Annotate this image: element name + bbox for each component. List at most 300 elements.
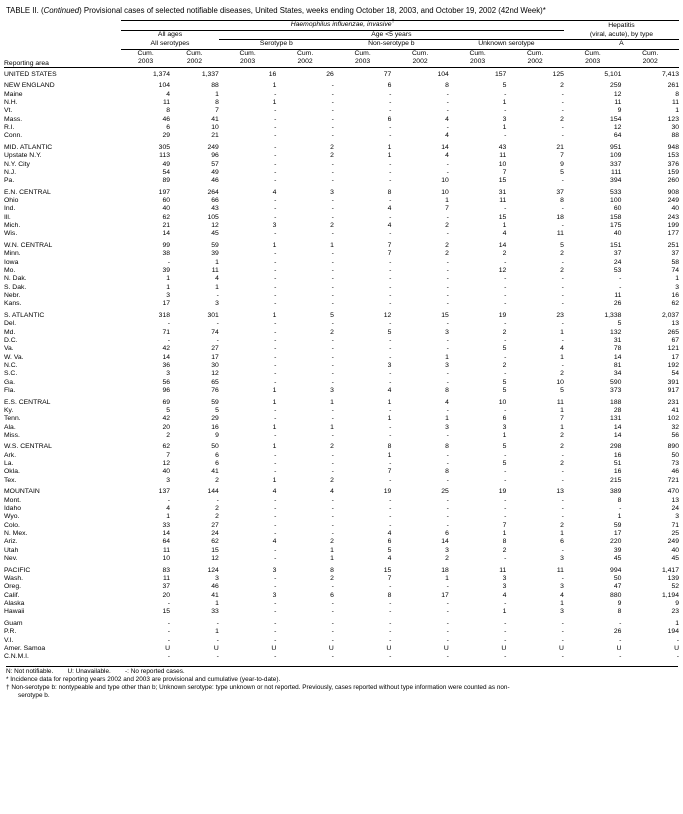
row-value-cell: 1 — [675, 107, 679, 115]
row-value-cell: - — [331, 406, 334, 414]
row-value-cell: 1 — [272, 423, 277, 431]
row-value-cell: 721 — [667, 476, 679, 484]
row-value-cell: 5 — [617, 320, 622, 328]
row-value-cell: 6 — [387, 538, 392, 546]
row-value-cell: 3 — [675, 283, 679, 291]
row-value-cell: 7 — [387, 250, 392, 258]
row-value-cell: 52 — [671, 583, 679, 591]
row-value-cell: 1 — [215, 628, 219, 636]
table-row — [4, 214, 679, 222]
row-value-cell: 27 — [211, 521, 219, 529]
row-value-cell: 46 — [211, 177, 219, 185]
row-value-cell: 11 — [162, 546, 171, 554]
row-value-cell: - — [446, 600, 449, 607]
row-value-cell: - — [167, 320, 171, 328]
row-value-cell: - — [274, 205, 277, 213]
row-value-cell: 34 — [613, 370, 622, 378]
row-value-cell: - — [504, 653, 507, 661]
row-value-cell: 199 — [667, 222, 679, 230]
row-value-cell: - — [389, 496, 392, 504]
row-value-cell: 2 — [445, 222, 449, 230]
row-value-cell: - — [331, 123, 334, 131]
row-value-cell: 30 — [671, 123, 679, 131]
row-value-cell: - — [561, 505, 564, 513]
row-value-cell: - — [446, 168, 449, 176]
row-value-cell: 2 — [215, 476, 219, 484]
row-area-label: Wis. — [4, 230, 18, 238]
row-value-cell: 10 — [211, 123, 219, 131]
row-area-label: N.J. — [4, 168, 17, 176]
all-ages-header: All ages — [157, 31, 183, 38]
row-value-cell: 7 — [560, 415, 564, 423]
row-value-cell: U — [443, 644, 449, 652]
row-area-label: Fla. — [4, 387, 16, 394]
row-value-cell: 2 — [445, 250, 449, 258]
row-value-cell: - — [389, 476, 392, 484]
row-value-cell: 259 — [610, 82, 622, 90]
year-label-7: 2003 — [470, 58, 486, 65]
row-value-cell: 2,037 — [661, 311, 679, 319]
row-value-cell: 49 — [211, 168, 219, 176]
row-value-cell: - — [446, 378, 449, 386]
row-value-cell: - — [504, 451, 507, 459]
row-value-cell: 4 — [560, 345, 564, 353]
row-value-cell: - — [619, 505, 622, 513]
row-value-cell: 1 — [272, 387, 277, 394]
row-value-cell: 99 — [162, 241, 171, 249]
row-value-cell: - — [389, 197, 392, 205]
row-area-label: Calif. — [4, 591, 20, 599]
row-value-cell: 100 — [610, 197, 622, 205]
table-row — [4, 513, 679, 521]
row-value-cell: 131 — [610, 415, 622, 423]
row-value-cell: 2 — [560, 431, 564, 439]
row-value-cell: - — [389, 300, 392, 308]
row-value-cell: - — [167, 336, 171, 344]
row-value-cell: - — [274, 636, 277, 644]
row-value-cell: 3 — [272, 566, 277, 574]
row-value-cell: - — [561, 300, 564, 308]
row-value-cell: 56 — [671, 431, 679, 439]
row-value-cell: 4 — [445, 398, 449, 406]
notifiable-diseases-table — [4, 20, 679, 662]
row-value-cell: - — [446, 213, 449, 221]
footnote-not-notifiable: N: Not notifiable. — [6, 667, 54, 675]
row-value-cell: - — [504, 132, 507, 140]
row-value-cell: - — [619, 275, 622, 283]
row-area-label: Idaho — [4, 505, 22, 513]
row-value-cell: 6 — [387, 115, 392, 123]
row-value-cell: 74 — [671, 267, 679, 274]
row-value-cell: 243 — [667, 213, 679, 221]
row-value-cell: 2 — [560, 267, 564, 274]
row-value-cell: 231 — [667, 398, 679, 406]
row-value-cell: 4 — [272, 488, 277, 496]
row-value-cell: - — [446, 460, 449, 468]
row-value-cell: - — [274, 115, 277, 123]
row-value-cell: 3 — [272, 591, 277, 599]
row-value-cell: 7 — [387, 468, 392, 476]
row-value-cell: 2 — [330, 574, 334, 582]
row-value-cell: 20 — [162, 591, 171, 599]
row-value-cell: - — [216, 636, 219, 644]
row-value-cell: 11 — [499, 566, 507, 574]
row-area-label: Colo. — [4, 521, 20, 529]
row-area-label: S. Dak. — [4, 283, 27, 291]
row-value-cell: - — [389, 636, 392, 644]
table-row — [4, 79, 679, 91]
row-value-cell: - — [561, 451, 564, 459]
row-value-cell: 4 — [387, 387, 392, 394]
row-value-cell: 39 — [211, 250, 219, 258]
row-value-cell: 7 — [502, 521, 507, 529]
row-area-label: UNITED STATES — [4, 70, 57, 78]
row-value-cell: - — [274, 353, 277, 361]
row-value-cell: 2 — [502, 250, 507, 258]
row-value-cell: - — [446, 505, 449, 513]
age-lt5-header: Age <5 years — [219, 30, 564, 40]
row-value-cell: 43 — [498, 143, 507, 151]
row-area-label: Ariz. — [4, 538, 18, 546]
row-value-cell: 7 — [166, 451, 171, 459]
row-value-cell: 37 — [671, 250, 679, 258]
row-area-label: S. ATLANTIC — [4, 311, 45, 319]
cum-label-2: Cum. — [186, 49, 203, 57]
row-value-cell: 62 — [671, 300, 679, 308]
row-value-cell: 26 — [613, 300, 622, 308]
row-value-cell: - — [274, 415, 277, 423]
row-value-cell: - — [446, 370, 449, 378]
table-row — [4, 177, 679, 185]
row-value-cell: - — [389, 521, 392, 529]
row-value-cell: - — [446, 608, 449, 616]
row-value-cell: - — [676, 653, 679, 661]
row-value-cell: 10 — [498, 160, 507, 168]
row-value-cell: - — [446, 230, 449, 238]
row-value-cell: 8 — [502, 538, 507, 546]
row-value-cell: - — [389, 460, 392, 468]
row-value-cell: 1 — [215, 258, 219, 266]
row-value-cell: 74 — [211, 328, 219, 336]
row-value-cell: - — [331, 258, 334, 266]
row-value-cell: 13 — [671, 320, 679, 328]
row-value-cell: - — [274, 583, 277, 591]
row-value-cell: 1 — [502, 222, 507, 230]
row-value-cell: - — [331, 90, 334, 98]
row-value-cell: 7,413 — [661, 70, 679, 78]
table-row — [4, 197, 679, 205]
row-value-cell: 3 — [330, 387, 334, 394]
row-value-cell: 23 — [671, 608, 679, 616]
row-area-label: Ill. — [4, 213, 11, 221]
row-value-cell: 4 — [272, 188, 277, 196]
row-value-cell: 14 — [613, 353, 622, 361]
row-value-cell: - — [274, 431, 277, 439]
row-value-cell: 67 — [671, 336, 679, 344]
row-value-cell: - — [561, 496, 564, 504]
row-value-cell: 40 — [162, 205, 171, 213]
row-value-cell: 11 — [499, 152, 507, 160]
row-value-cell: - — [274, 361, 277, 369]
row-value-cell: 56 — [162, 378, 171, 386]
row-value-cell: - — [389, 160, 392, 168]
row-value-cell: - — [274, 320, 277, 328]
row-value-cell: 373 — [610, 387, 622, 394]
row-value-cell: 1 — [675, 619, 679, 627]
row-value-cell: 37 — [556, 188, 564, 196]
table-row — [4, 222, 679, 230]
row-area-label: N. Dak. — [4, 275, 27, 283]
row-value-cell: - — [167, 619, 171, 627]
row-value-cell: - — [561, 546, 564, 554]
row-value-cell: - — [446, 496, 449, 504]
table-row — [4, 205, 679, 213]
row-area-label: W. Va. — [4, 353, 24, 361]
row-value-cell: 60 — [613, 205, 622, 213]
row-value-cell: 42 — [162, 415, 171, 423]
table-row — [4, 592, 679, 600]
row-value-cell: 8 — [330, 566, 334, 574]
caption-suffix: ) Provisional cases of selected notifiable diseases, United States, weeks ending October 18, 2003, and October 19, 2002 (42nd Week)* — [79, 6, 546, 15]
row-value-cell: 5 — [502, 387, 507, 394]
row-value-cell: - — [274, 197, 277, 205]
row-value-cell: - — [331, 98, 334, 106]
row-value-cell: - — [389, 336, 392, 344]
row-value-cell: - — [331, 300, 334, 308]
row-value-cell: 1 — [330, 546, 334, 554]
row-value-cell: - — [274, 168, 277, 176]
row-value-cell: 1,374 — [153, 70, 171, 78]
row-value-cell: 104 — [437, 70, 449, 78]
row-value-cell: 2 — [560, 82, 564, 90]
row-area-label: Del. — [4, 320, 17, 328]
row-value-cell: - — [561, 177, 564, 185]
header-row-years — [4, 58, 679, 67]
row-area-label: Oreg. — [4, 583, 21, 591]
row-value-cell: - — [331, 292, 334, 300]
row-value-cell: - — [274, 406, 277, 414]
row-value-cell: 41 — [211, 468, 219, 476]
row-value-cell: 2 — [560, 460, 564, 468]
row-value-cell: 1 — [445, 415, 449, 423]
row-value-cell: 249 — [667, 197, 679, 205]
row-value-cell: 104 — [158, 82, 171, 90]
row-value-cell: - — [561, 320, 564, 328]
hepatitis-title: Hepatitis — [608, 21, 635, 29]
row-value-cell: - — [561, 283, 564, 291]
row-value-cell: 260 — [667, 177, 679, 185]
row-area-label: MID. ATLANTIC — [4, 143, 53, 151]
row-value-cell: 4 — [560, 591, 564, 599]
row-value-cell: - — [446, 320, 449, 328]
row-value-cell: 60 — [162, 197, 171, 205]
row-value-cell: - — [274, 258, 277, 266]
row-value-cell: - — [446, 98, 449, 106]
row-value-cell: 3 — [445, 423, 449, 431]
row-value-cell: 3 — [215, 300, 219, 308]
row-value-cell: 470 — [667, 488, 679, 496]
row-value-cell: - — [446, 513, 449, 521]
table-row — [4, 645, 679, 653]
row-value-cell: U — [501, 644, 507, 652]
row-area-label: Ga. — [4, 378, 15, 386]
row-area-label: Kans. — [4, 300, 22, 308]
row-value-cell: - — [504, 90, 507, 98]
row-value-cell: 18 — [441, 566, 449, 574]
row-value-cell: - — [331, 628, 334, 636]
table-row — [4, 395, 679, 407]
year-label-4: 2002 — [297, 58, 313, 65]
row-value-cell: - — [331, 132, 334, 140]
row-value-cell: - — [167, 628, 171, 636]
row-value-cell: 12 — [211, 222, 219, 230]
row-value-cell: 7 — [215, 107, 219, 115]
row-value-cell: 9 — [617, 107, 622, 115]
row-value-cell: 37 — [613, 250, 622, 258]
row-value-cell: - — [446, 292, 449, 300]
row-value-cell: 96 — [211, 152, 219, 160]
row-value-cell: 12 — [383, 311, 392, 319]
table-caption — [6, 6, 676, 16]
row-value-cell: 65 — [211, 378, 219, 386]
reporting-area-header: Reporting area — [4, 59, 49, 67]
row-value-cell: - — [331, 513, 334, 521]
row-value-cell: - — [446, 628, 449, 636]
row-value-cell: 7 — [387, 241, 392, 249]
row-value-cell: 111 — [611, 168, 622, 176]
row-value-cell: - — [561, 90, 564, 98]
row-value-cell: - — [504, 107, 507, 115]
row-value-cell: 29 — [162, 132, 171, 140]
row-area-label: Pa. — [4, 177, 15, 185]
row-value-cell: 265 — [667, 328, 679, 336]
row-area-label: Tex. — [4, 476, 17, 484]
row-value-cell: 64 — [613, 132, 622, 140]
row-value-cell: 7 — [502, 168, 507, 176]
row-value-cell: 41 — [211, 591, 219, 599]
row-value-cell: - — [274, 468, 277, 476]
row-value-cell: 8 — [215, 98, 219, 106]
row-value-cell: 43 — [211, 205, 219, 213]
hflu-group-header — [121, 18, 564, 31]
hflu-dagger: † — [391, 18, 395, 25]
row-value-cell: 37 — [162, 583, 171, 591]
row-value-cell: - — [331, 213, 334, 221]
row-value-cell: - — [446, 275, 449, 283]
row-value-cell: - — [274, 213, 277, 221]
row-value-cell: 5 — [560, 241, 564, 249]
table-row — [4, 538, 679, 546]
row-value-cell: 1 — [215, 90, 219, 98]
row-value-cell: 50 — [613, 574, 622, 582]
row-value-cell: - — [216, 653, 219, 661]
row-value-cell: 69 — [162, 398, 171, 406]
row-value-cell: - — [274, 653, 277, 661]
row-value-cell: 376 — [667, 160, 679, 168]
row-value-cell: 1 — [502, 431, 507, 439]
row-value-cell: 3 — [272, 222, 277, 230]
row-value-cell: - — [331, 267, 334, 274]
row-value-cell: 5 — [387, 546, 392, 554]
row-value-cell: - — [331, 583, 334, 591]
row-value-cell: - — [504, 300, 507, 308]
table-row — [4, 107, 679, 115]
row-area-label: Maine — [4, 90, 23, 98]
row-value-cell: - — [389, 98, 392, 106]
row-area-label: W.N. CENTRAL — [4, 241, 53, 249]
row-value-cell: 14 — [498, 241, 507, 249]
row-value-cell: - — [331, 530, 334, 538]
row-value-cell: U — [165, 644, 171, 652]
table-row — [4, 275, 679, 283]
row-value-cell: 220 — [610, 538, 622, 546]
row-value-cell: 40 — [613, 230, 622, 238]
row-value-cell: - — [274, 328, 277, 336]
row-value-cell: 16 — [671, 292, 679, 300]
row-value-cell: 59 — [211, 398, 219, 406]
row-value-cell: 10 — [556, 378, 564, 386]
row-value-cell: - — [389, 90, 392, 98]
row-value-cell: - — [504, 205, 507, 213]
row-value-cell: - — [389, 213, 392, 221]
row-value-cell: 1 — [502, 608, 507, 616]
row-value-cell: 8 — [445, 387, 449, 394]
row-area-label: Guam — [4, 619, 23, 627]
row-value-cell: - — [389, 608, 392, 616]
row-value-cell: 50 — [211, 443, 219, 451]
caption-prefix: TABLE II. ( — [6, 6, 44, 15]
unknown-serotype-header: Unknown serotype — [449, 40, 564, 50]
row-value-cell: 2 — [330, 538, 334, 546]
row-value-cell: - — [331, 115, 334, 123]
row-value-cell: 5 — [560, 168, 564, 176]
year-label-6: 2002 — [412, 58, 428, 65]
row-value-cell: 4 — [387, 555, 392, 563]
row-value-cell: - — [331, 82, 334, 90]
row-value-cell: - — [504, 619, 507, 627]
row-value-cell: 251 — [667, 241, 679, 249]
row-value-cell: 1 — [502, 98, 507, 106]
row-value-cell: 16 — [613, 451, 622, 459]
row-value-cell: - — [389, 653, 392, 661]
row-value-cell: 1 — [387, 415, 392, 423]
row-value-cell: - — [389, 267, 392, 274]
row-value-cell: - — [274, 336, 277, 344]
table-row — [4, 239, 679, 251]
row-value-cell: 83 — [162, 566, 171, 574]
footnote-unavailable: U: Unavailable. — [67, 667, 111, 675]
row-value-cell: - — [389, 177, 392, 185]
row-value-cell: - — [167, 636, 171, 644]
row-value-cell: 14 — [162, 353, 171, 361]
row-value-cell: - — [504, 258, 507, 266]
row-value-cell: 5 — [502, 378, 507, 386]
table-row — [4, 354, 679, 362]
row-value-cell: 298 — [610, 443, 622, 451]
row-value-cell: U — [328, 644, 334, 652]
row-value-cell: 132 — [610, 328, 622, 336]
row-value-cell: - — [446, 521, 449, 529]
row-value-cell: - — [504, 336, 507, 344]
row-value-cell: 5,101 — [604, 70, 622, 78]
row-value-cell: - — [331, 107, 334, 115]
year-label-3: 2003 — [240, 58, 256, 65]
row-value-cell: - — [274, 107, 277, 115]
row-value-cell: - — [561, 574, 564, 582]
row-value-cell: 1 — [272, 241, 277, 249]
row-value-cell: - — [446, 406, 449, 414]
row-value-cell: 6 — [215, 451, 219, 459]
